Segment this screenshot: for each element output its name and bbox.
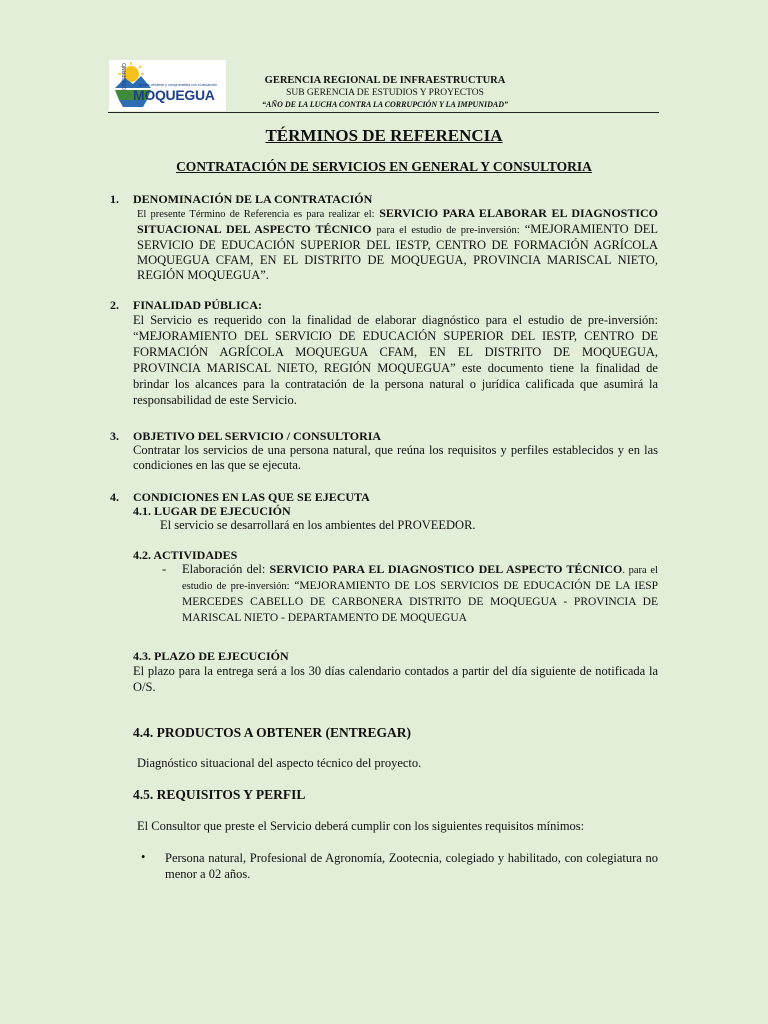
section-1-project-name: “MEJORAMIENTO DEL SERVICIO DE EDUCACIÓN SUPERIOR DEL IESTP, CENTRO DE FORMACIÓN AGRÍCOLA MOQUEGUA CFAM, EN EL DISTRITO DE MOQUEGUA, PROVINCIA MARISCAL NIETO, REGIÓN MOQUEGUA”. — [137, 222, 659, 282]
section-2-heading: FINALIDAD PÚBLICA: — [133, 298, 263, 312]
section-4-2-body — [182, 562, 658, 626]
section-4-3-text: El plazo para la entrega será a los 30 días calendario contados a partir del día siguiente de notificada la O/S. — [133, 664, 658, 694]
section-4-2-study-intro: . para el estudio de pre-inversión: — [182, 565, 658, 592]
header-line-1: GERENCIA REGIONAL DE INFRAESTRUCTURA — [264, 75, 506, 86]
section-4-4-text: Diagnóstico situacional del aspecto técnico del proyecto. — [137, 756, 422, 770]
section-4-2-project-name: “MEJORAMIENTO DE LOS SERVICIOS DE EDUCACIÓN DE LA IESP MERCEDES CABELLO DE CARBONERA DISTRITO DE MOQUEGUA - PROVINCIA DE MARISCAL NIETO - DEPARTAMENTO DE MOQUEGUA — [182, 580, 659, 624]
section-4-number: 4. — [110, 490, 119, 504]
section-4-5-text: El Consultor que preste el Servicio deberá cumplir con los siguientes requisitos mínimos: — [137, 819, 585, 833]
section-1-study-intro: para el estudio de pre-inversión: — [376, 225, 520, 236]
section-1-body — [137, 206, 658, 283]
section-4-4-heading: 4.4. PRODUCTOS A OBTENER (ENTREGAR) — [133, 725, 412, 740]
logo-tagline: gestión eficiente y comprometida con el desarrollo — [139, 83, 217, 87]
section-4-2-dash: - — [162, 562, 167, 576]
header-divider — [108, 112, 659, 113]
section-4-1-heading: 4.1. LUGAR DE EJECUCIÓN — [133, 504, 291, 518]
header-line-3: “AÑO DE LA LUCHA CONTRA LA CORRUPCIÓN Y LA IMPUNIDAD” — [261, 100, 509, 109]
requirement-item: Persona natural, Profesional de Agronomía, Zootecnia, colegiado y habilitado, con colegiatura no menor a 02 años. — [165, 851, 658, 881]
section-3-number: 3. — [110, 429, 119, 443]
section-2-text: El Servicio es requerido con la finalidad de elaborar diagnóstico para el estudio de pre-inversión: “MEJORAMIENTO DEL SERVICIO DE EDUCACIÓN SUPERIOR DEL IESTP, CENTRO DE FORMACIÓN AGRÍCOLA MOQUEGUA CFAM, EN EL DISTRITO DE MOQUEGUA, PROVINCIA MARISCAL NIETO, REGIÓN MOQUEGUA” este documento tiene la finalidad de brindar los alcances para la contratación de la persona natural o jurídica calificada que asumirá la responsabilidad de este Servicio. — [133, 313, 658, 407]
header-line-2: SUB GERENCIA DE ESTUDIOS Y PROYECTOS — [286, 88, 484, 98]
section-1-service-name: SERVICIO PARA ELABORAR EL DIAGNOSTICO SITUACIONAL DEL ASPECTO TÉCNICO — [137, 206, 659, 236]
section-1-intro: El presente Término de Referencia es para realizar el: — [137, 209, 375, 220]
moquegua-logo — [109, 60, 226, 111]
section-4-2-service-name: SERVICIO PARA EL DIAGNOSTICO DEL ASPECTO TÉCNICO — [269, 562, 623, 576]
section-3-heading: OBJETIVO DEL SERVICIO / CONSULTORIA — [133, 429, 382, 443]
section-4-heading: CONDICIONES EN LAS QUE SE EJECUTA — [133, 490, 370, 504]
logo-gobierno-text: GOBIERNO — [122, 63, 128, 90]
document-subtitle: CONTRATACIÓN DE SERVICIOS EN GENERAL Y CONSULTORIA — [176, 159, 592, 174]
document-title: TÉRMINOS DE REFERENCIA — [265, 126, 503, 145]
section-3-text: Contratar los servicios de una persona natural, que reúna los requisitos y perfiles establecidos y en las condiciones en las que se ejecuta. — [133, 443, 658, 472]
section-4-2-intro: Elaboración del: — [182, 562, 266, 576]
section-4-3-heading: 4.3. PLAZO DE EJECUCIÓN — [133, 649, 289, 663]
section-1-heading: DENOMINACIÓN DE LA CONTRATACIÓN — [133, 192, 373, 206]
section-4-5-heading: 4.5. REQUISITOS Y PERFIL — [133, 787, 306, 802]
requirement-bullet: • — [141, 850, 146, 864]
logo-brand-text: MOQUEGUA — [133, 87, 215, 103]
section-4-2-heading: 4.2. ACTIVIDADES — [133, 548, 238, 562]
section-4-1-text: El servicio se desarrollará en los ambientes del PROVEEDOR. — [160, 518, 476, 532]
section-1-number: 1. — [110, 192, 119, 206]
section-2-number: 2. — [110, 298, 119, 312]
